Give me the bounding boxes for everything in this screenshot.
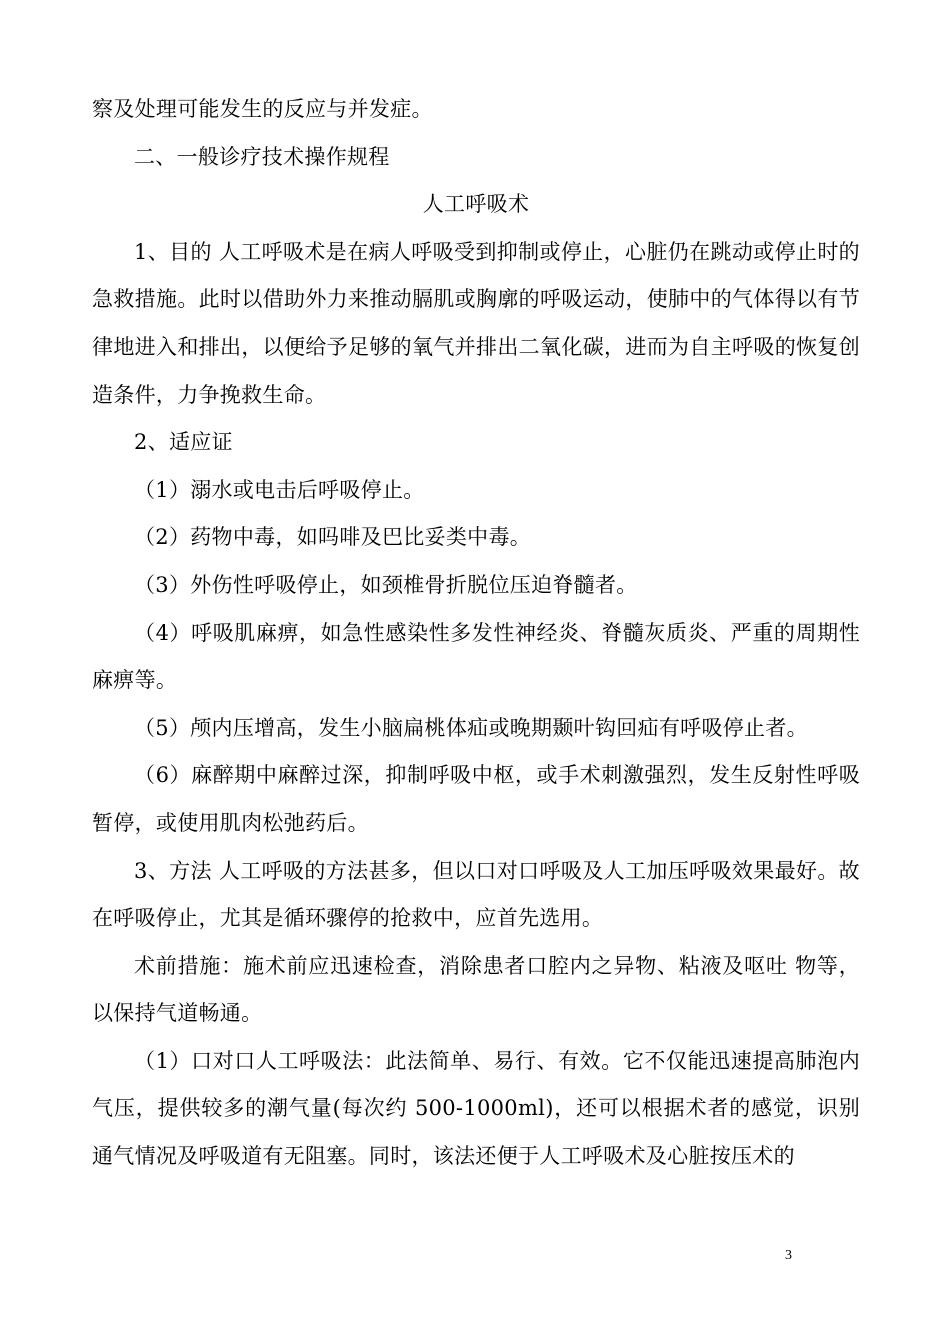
- paragraph-indications-heading: 2、适应证: [134, 430, 233, 455]
- indication-item-1: （1）溺水或电击后呼吸停止。: [134, 477, 425, 502]
- section-heading: 二、一般诊疗技术操作规程: [134, 144, 390, 169]
- paragraph-method: 3、方法 人工呼吸的方法甚多，但以口对口呼吸及人工加压呼吸效果最好。故在呼吸停止，尤其是循环骤停的抢救中，应首先选用。: [92, 858, 860, 931]
- paragraph-continuation: 察及处理可能发生的反应与并发症。: [92, 97, 433, 121]
- page-number: 3: [785, 1248, 792, 1263]
- paragraph-mouth-to-mouth: （1）口对口人工呼吸法：此法简单、易行、有效。它不仅能迅速提高肺泡内气压，提供较多的潮气量(每次约 500-1000ml)，还可以根据术者的感觉，识别通气情况及呼吸道有无阻塞。同时，该法还便于人工呼吸术及心脏按压术的: [92, 1048, 860, 1169]
- indication-item-4: （4）呼吸肌麻痹，如急性感染性多发性神经炎、脊髓灰质炎、严重的周期性麻痹等。: [92, 620, 860, 693]
- document-body: [92, 86, 860, 1181]
- paragraph-purpose: 1、目的 人工呼吸术是在病人呼吸受到抑制或停止，心脏仍在跳动或停止时的急救措施。此时以借助外力来推动膈肌或胸廓的呼吸运动，使肺中的气体得以有节律地进入和排出，以便给予足够的氧气并排出二氧化碳，进而为自主呼吸的恢复创造条件，力争挽救生命。: [92, 239, 860, 407]
- article-title: 人工呼吸术: [422, 192, 530, 217]
- indication-item-6: （6）麻醉期中麻醉过深，抑制呼吸中枢，或手术刺激强烈，发生反射性呼吸暂停，或使用肌肉松弛药后。: [92, 763, 860, 835]
- indication-item-2: （2）药物中毒，如吗啡及巴比妥类中毒。: [134, 525, 532, 550]
- paragraph-preparation: 术前措施：施术前应迅速检查，消除患者口腔内之异物、粘液及呕吐 物等，以保持气道畅通。: [92, 953, 860, 1026]
- indication-item-5: （5）颅内压增高，发生小脑扁桃体疝或晚期颞叶钩回疝有呼吸停止者。: [134, 715, 808, 740]
- indication-item-3: （3）外伤性呼吸停止，如颈椎骨折脱位压迫脊髓者。: [134, 572, 638, 597]
